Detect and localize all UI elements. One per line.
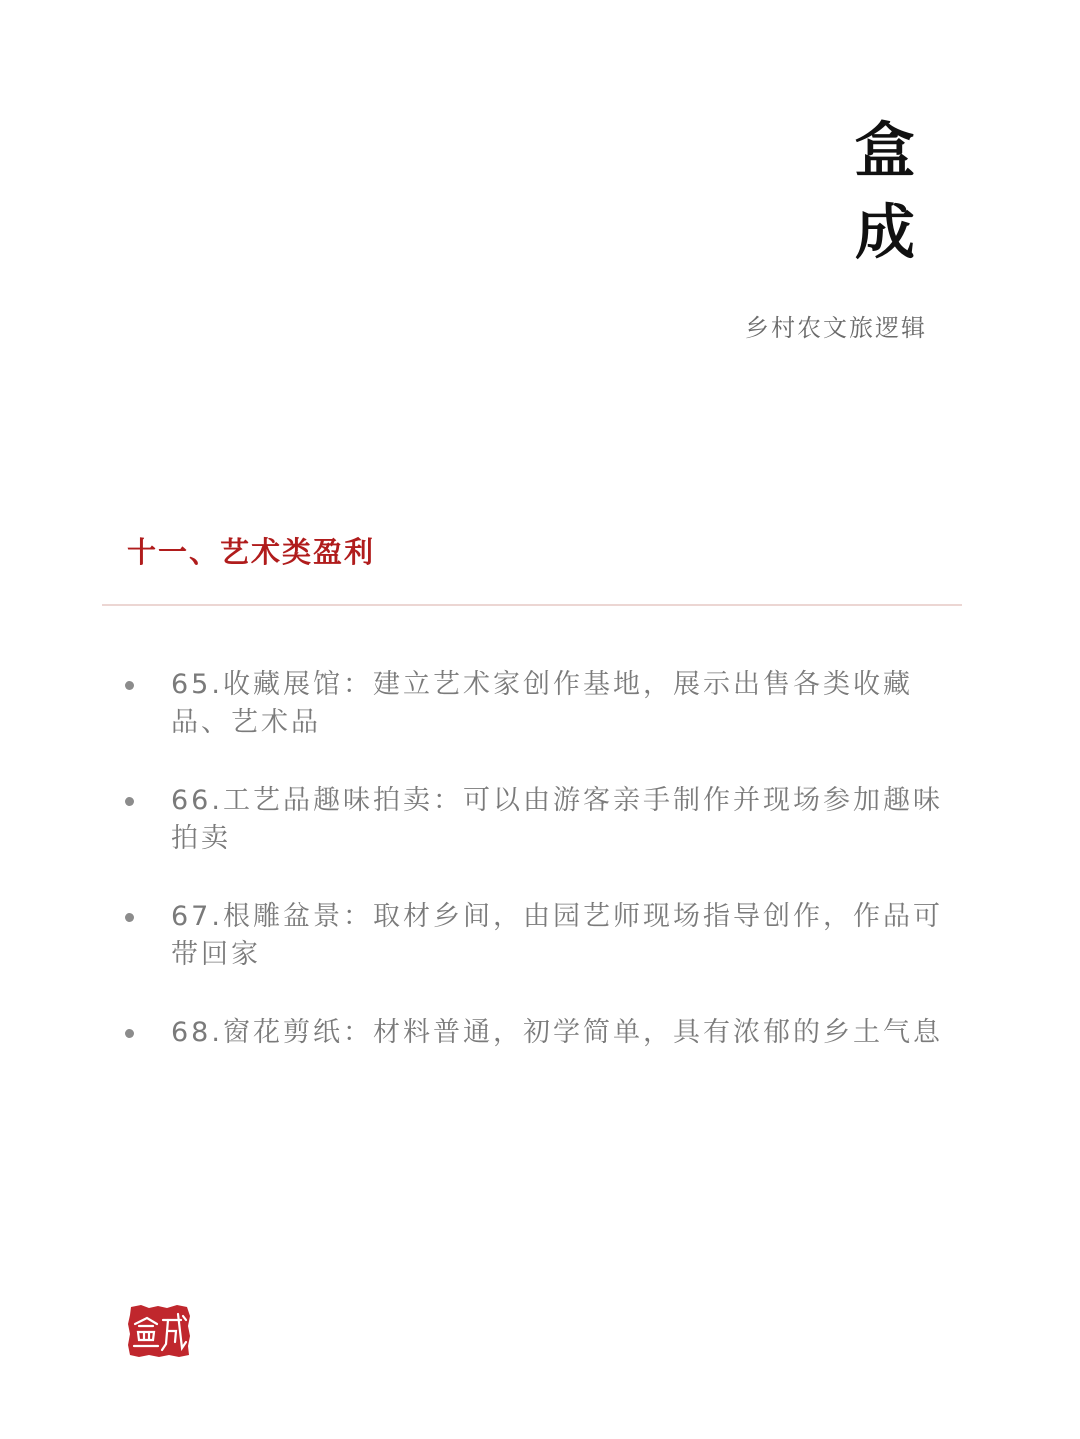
list-item-text: 67.根雕盆景：取材乡间，由园艺师现场指导创作，作品可带回家 <box>171 901 943 970</box>
list-item <box>124 1014 954 1052</box>
brand-subtitle: 乡村农文旅逻辑 <box>745 314 927 342</box>
bullet-icon <box>125 1029 134 1038</box>
brand-title <box>850 110 920 274</box>
list-item <box>124 782 954 858</box>
bullet-icon <box>125 681 134 690</box>
section-divider <box>102 604 962 606</box>
list-item <box>124 898 954 974</box>
list-item-text: 66.工艺品趣味拍卖：可以由游客亲手制作并现场参加趣味拍卖 <box>171 785 943 854</box>
section-title: 十一、艺术类盈利 <box>127 535 376 569</box>
seal-stamp-icon <box>127 1304 191 1358</box>
item-list <box>124 666 954 1092</box>
list-item-text: 65.收藏展馆：建立艺术家创作基地，展示出售各类收藏品、艺术品 <box>171 669 913 738</box>
list-item-text: 68.窗花剪纸：材料普通，初学简单，具有浓郁的乡土气息 <box>171 1017 943 1048</box>
brand-char-1: 盒 <box>855 116 915 186</box>
brand-char-2: 成 <box>855 198 915 268</box>
bullet-icon <box>125 913 134 922</box>
seal-stamp-graphic <box>127 1304 191 1358</box>
bullet-icon <box>125 797 134 806</box>
list-item <box>124 666 954 742</box>
